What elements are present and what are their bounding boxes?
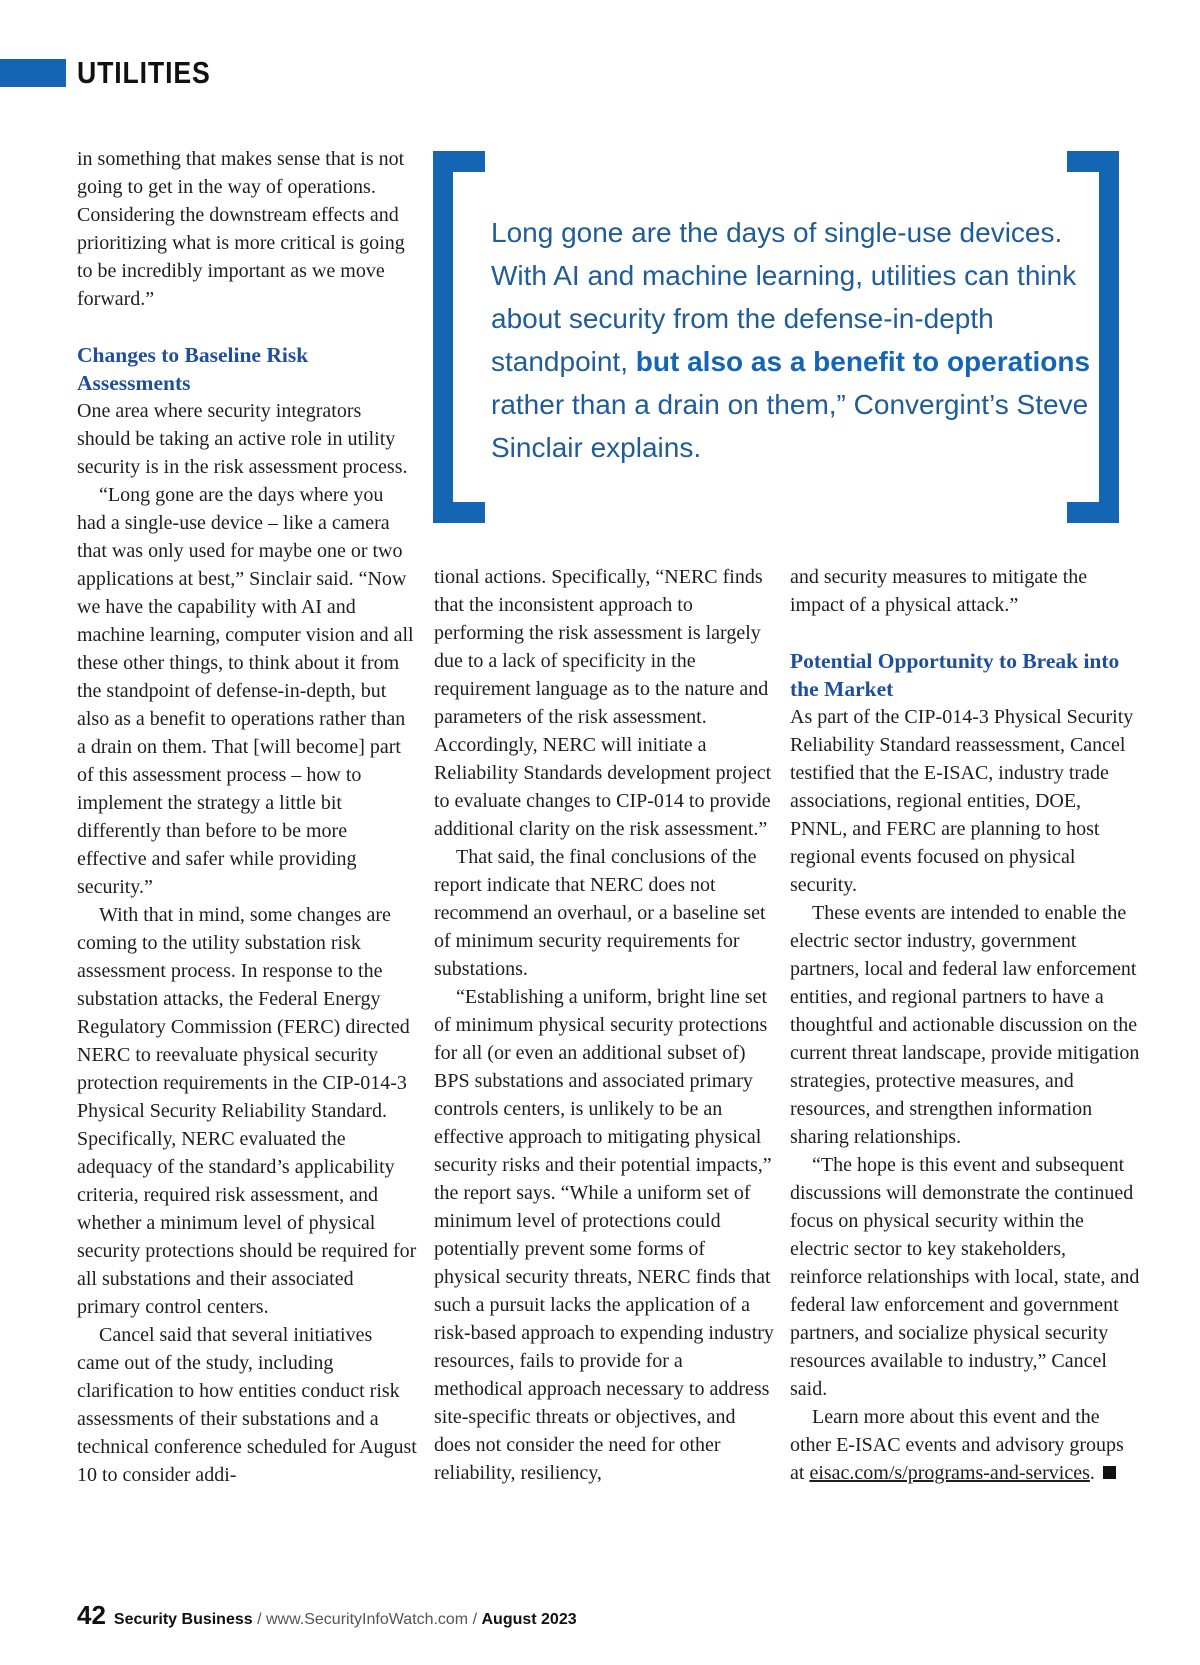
paragraph: “The hope is this event and subsequent discussions will demonstrate the continued focus on physical security within the electric sector to key stakeholders, reinforce relationships with local, state, and federal law enforcement and government partners, and socialize physical security resources available to industry,” Cancel said. <box>790 1154 1140 1400</box>
paragraph-closing <box>790 1403 1140 1487</box>
subheading-baseline-risk: Changes to Baseline Risk Assessments <box>77 343 309 395</box>
left-bracket-icon <box>433 151 485 523</box>
pull-quote-part1: Long gone are the days of single-use devices. With AI and machine learning, utilities can think about security from the defense-in-depth standpoint, <box>491 217 1077 377</box>
subheading-opportunity: Potential Opportunity to Break into the Market <box>790 649 1120 701</box>
paragraph: That said, the final conclusions of the report indicate that NERC does not recommend an overhaul, or a baseline set of minimum security requirements for substations. <box>434 846 766 980</box>
link-suffix: . <box>1089 1462 1095 1484</box>
programs-link[interactable]: eisac.com/s/programs-and-services <box>809 1462 1090 1484</box>
footer-separator: / <box>252 1611 266 1628</box>
paragraph: Cancel said that several initiatives came out of the study, including clarification to how entities conduct risk assessments of their substations and a technical conference scheduled for August 10 to consider addi- <box>77 1324 417 1486</box>
closing-text: Learn more about this event and the other E-ISAC events and advisory groups at <box>790 1406 1124 1484</box>
magazine-name: Security Business <box>113 1611 253 1628</box>
paragraph: One area where security integrators should be taking an active role in utility security is in the risk assessment process. <box>77 400 408 478</box>
column-2 <box>434 563 774 1487</box>
column-3 <box>790 563 1140 1487</box>
pull-quote-emphasis: but also as a benefit to operations <box>635 346 1091 377</box>
column-1 <box>77 145 417 1489</box>
pull-quote-part2: rather than a drain on them,” Convergint’s Steve Sinclair explains. <box>491 389 1089 463</box>
paragraph: tional actions. Specifically, “NERC finds that the inconsistent approach to performing the risk assessment is largely due to a lack of specificity in the requirement language as to the nature and parameters of the risk assessment. Accordingly, NERC will initiate a Reliability Standards development project to evaluate changes to CIP-014 to provide additional clarity on the risk assessment.” <box>434 566 772 840</box>
paragraph: “Long gone are the days where you had a single-use device – like a camera that was only used for maybe one or two applications at best,” Sinclair said. “Now we have the capability with AI and machine learning, computer vision and all these other things, to think about it from the standpoint of defense-in-depth, but also as a benefit to operations rather than a drain on them. That [will become] part of this assessment process – how to implement the strategy a little bit differently than before to be more effective and safer while providing security.” <box>77 484 414 898</box>
pull-quote <box>433 151 1119 523</box>
section-title: UTILITIES <box>77 55 211 90</box>
section-color-bar <box>0 59 66 87</box>
paragraph: in something that makes sense that is not going to get in the way of operations. Considering the downstream effects and prioritizing what is more critical is going to be incredibly important as we move forward.” <box>77 148 405 310</box>
issue-date: August 2023 <box>481 1611 577 1628</box>
paragraph: These events are intended to enable the electric sector industry, government partners, local and federal law enforcement entities, and regional partners to have a thoughtful and actionable discussion on the current threat landscape, provide mitigation strategies, protective measures, and resources, and strengthen information sharing relationships. <box>790 902 1140 1148</box>
footer <box>77 1600 577 1631</box>
pull-quote-text <box>491 211 1091 469</box>
page-number: 42 <box>77 1600 106 1630</box>
paragraph: As part of the CIP-014-3 Physical Security Reliability Standard reassessment, Cancel testified that the E-ISAC, industry trade associations, regional entities, DOE, PNNL, and FERC are planning to host regional events focused on physical security. <box>790 706 1134 896</box>
paragraph: “Establishing a uniform, bright line set of minimum physical security protections for all (or even an additional subset of) BPS substations and associated primary controls centers, is unlikely to be an effective approach to mitigating physical security risks and their potential impacts,” the report says. “While a uniform set of minimum level of protections could potentially prevent some forms of physical security threats, NERC finds that such a pursuit lacks the application of a risk-based approach to expending industry resources, fails to provide for a methodical approach necessary to address site-specific threats or objectives, and does not consider the need for other reliability, resiliency, <box>434 986 774 1484</box>
paragraph: With that in mind, some changes are coming to the utility substation risk assessment process. In response to the substation attacks, the Federal Energy Regulatory Commission (FERC) directed NERC to reevaluate physical security protection requirements in the CIP-014-3 Physical Security Reliability Standard. Specifically, NERC evaluated the adequacy of the standard’s applicability criteria, required risk assessment, and whether a minimum level of physical security protections should be required for all substations and their associated primary control centers. <box>77 904 417 1318</box>
paragraph: and security measures to mitigate the impact of a physical attack.” <box>790 566 1088 616</box>
footer-url[interactable]: www.SecurityInfoWatch.com <box>266 1611 469 1628</box>
end-mark-icon <box>1103 1466 1116 1479</box>
footer-separator: / <box>468 1611 482 1628</box>
